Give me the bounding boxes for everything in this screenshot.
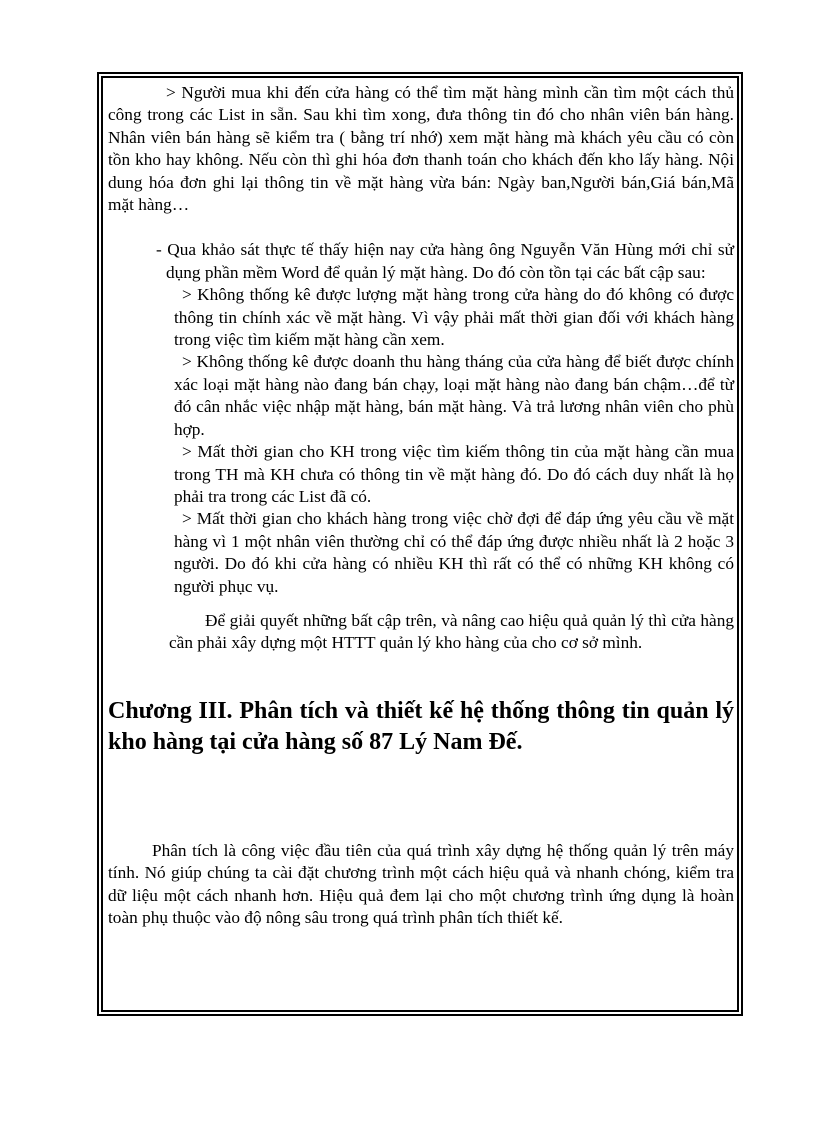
paragraph-buyer: > Người mua khi đến cửa hàng có thể tìm mặt hàng mình cần tìm một cách thủ công trong các List in sẵn. Sau khi tìm xong, đưa thông tin đó cho nhân viên bán hàng. Nhân viên bán hàng sẽ kiểm tra ( bằng trí nhớ) xem mặt hàng mà khách yêu cầu có còn tồn kho hay không. Nếu còn thì ghi hóa đơn thanh toán cho khách đến kho lấy hàng. Nội dung hóa đơn ghi lại thông tin về mặt hàng vừa bán: Ngày ban,Người bán,Giá bán,Mã mặt hàng… [108,83,734,215]
paragraph-survey: - Qua khảo sát thực tế thấy hiện nay cửa hàng ông Nguyễn Văn Hùng mới chỉ sử dụng phần mềm Word để quản lý mặt hàng. Do đó còn tồn tại các bất cập sau: [156,240,734,282]
paragraph-solution: Để giải quyết những bất cập trên, và nâng cao hiệu quả quản lý thì cửa hàng cần phải xây dựng một HTTT quản lý kho hàng của cho cơ sở mình. [169,610,734,653]
document-body [108,82,734,929]
issue-item: > Không thống kê được lượng mặt hàng trong cửa hàng do đó không có được thông tin chính xác về mặt hàng. Vì vậy phải mất thời gian đối với khách hàng trong việc tìm kiếm mặt hàng cần xem. [174,285,734,350]
chapter-heading: Chương III. Phân tích và thiết kế hệ thống thông tin quản lý kho hàng tại cửa hàng số 87 Lý Nam Đế. [108,697,734,755]
issue-item: > Mất thời gian cho KH trong việc tìm kiếm thông tin của mặt hàng cần mua trong TH mà KH chưa có thông tin về mặt hàng đó. Do đó cách duy nhất là họ phải tra trong các List đã có. [174,442,734,506]
issue-item: > Không thống kê được doanh thu hàng tháng của cửa hàng để biết được chính xác loại mặt hàng nào đang bán chạy, loại mặt hàng nào đang bán chậm…để từ đó cân nhắc việc nhập mặt hàng, bán mặt hàng. Và trả lương nhân viên cho phù hợp. [174,352,734,439]
paragraph-analysis: Phân tích là công việc đầu tiên của quá trình xây dựng hệ thống quản lý trên máy tính. Nó giúp chúng ta cài đặt chương trình một cách hiệu quả và nhanh chóng, kiểm tra dữ liệu một cách nhanh hơn. Hiệu quả đem lại cho một chương trình ứng dụng là hoàn toàn phụ thuộc vào độ nông sâu trong quá trình phân tích thiết kế. [108,840,734,927]
issue-item: > Mất thời gian cho khách hàng trong việc chờ đợi để đáp ứng yêu cầu về mặt hàng vì 1 một nhân viên thường chỉ có thể đáp ứng được nhiều nhất là 2 hoặc 3 người. Do đó khi cửa hàng có nhiều KH thì rất có thể có những KH không có người phục vụ. [174,509,734,596]
